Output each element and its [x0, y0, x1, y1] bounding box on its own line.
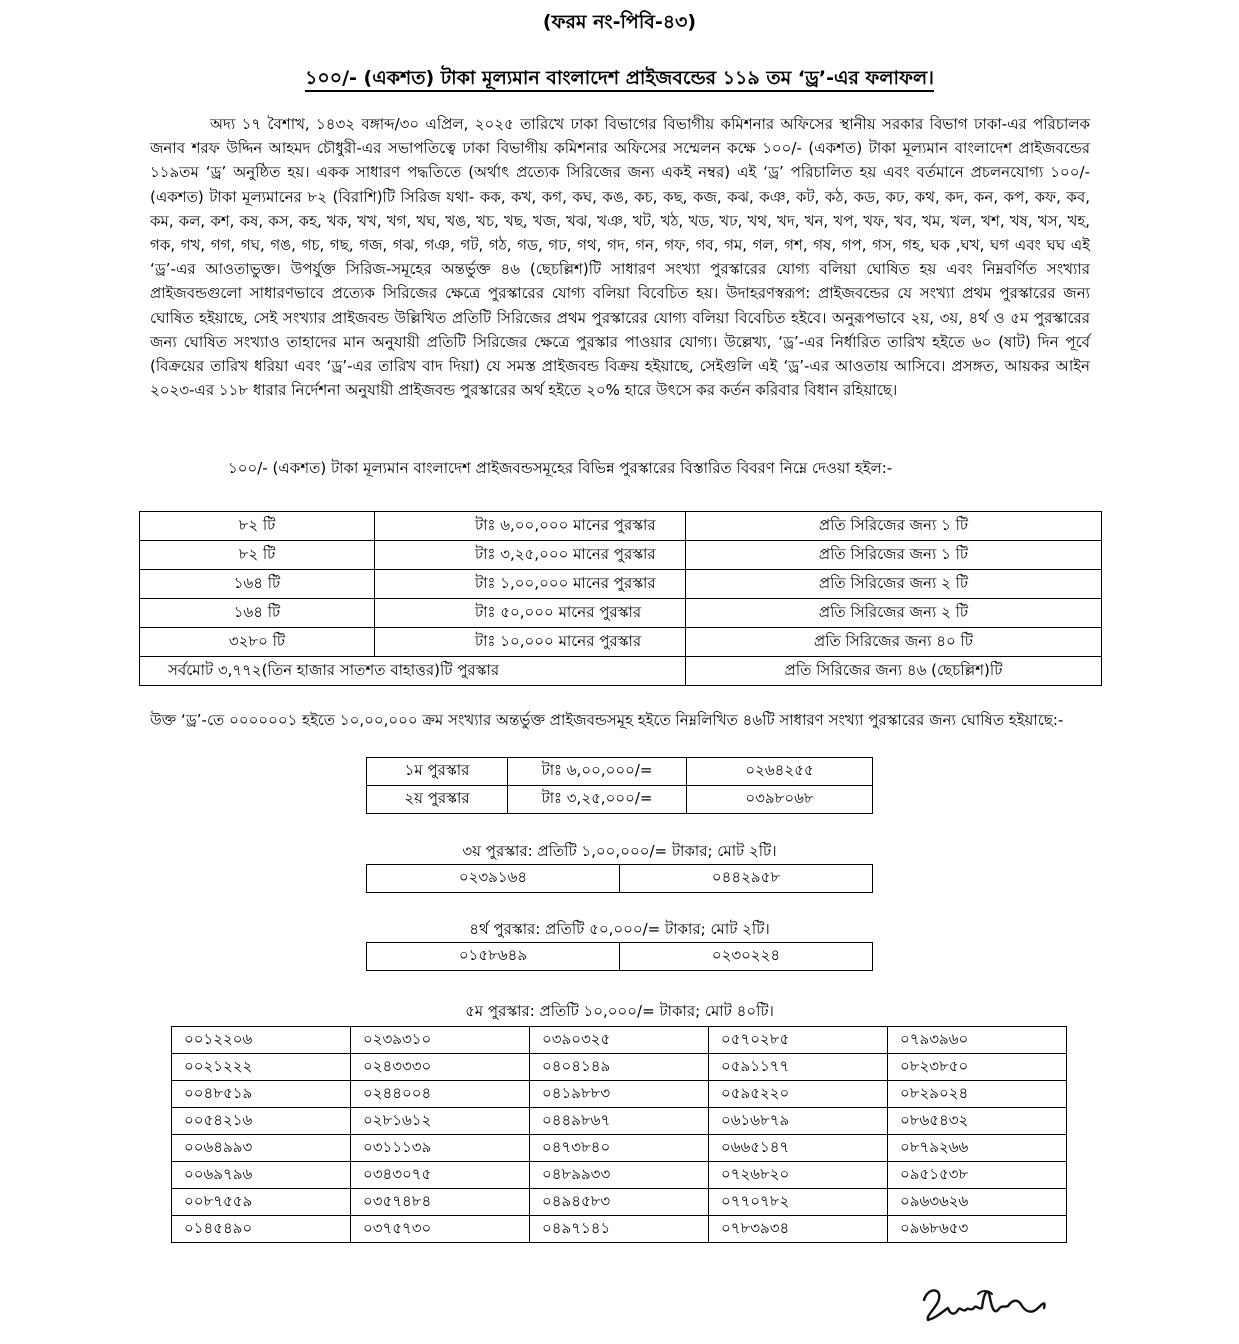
prize-number: ০৩৪৩০৭৫ — [351, 1162, 530, 1189]
prize-number: ০৮২৯০২৪ — [888, 1081, 1067, 1108]
third-prize-heading: ৩য় পুরস্কার: প্রতিটি ১,০০,০০০/= টাকার; মোট ২টি। — [462, 842, 777, 860]
third-prize-table — [366, 864, 873, 893]
prize-row — [367, 758, 873, 786]
fifth-prize-row — [172, 1189, 1067, 1216]
prize-number: ০৪৯৪৫৮৩ — [530, 1189, 709, 1216]
result-title — [0, 64, 1239, 96]
prize-label: ১ম পুরস্কার — [367, 758, 508, 786]
prize-number: ০৪৭৩৮৪০ — [530, 1135, 709, 1162]
summary-count: ১৬৪ টি — [140, 570, 375, 599]
prize-amount: টাঃ ৩,২৫,০০০/= — [508, 786, 687, 814]
result-title-text: ১০০/- (একশত) টাকা মূল্যমান বাংলাদেশ প্রাইজবন্ডের ১১৯ তম ‘ড্র’-এর ফলাফল। — [305, 67, 934, 92]
prize-number: ০৪১৯৮৮৩ — [530, 1081, 709, 1108]
prize-row — [367, 786, 873, 814]
summary-heading: ১০০/- (একশত) টাকা মূল্যমান বাংলাদেশ প্রাইজবন্ডসমূহের বিভিন্ন পুরস্কারের বিস্তারিত বিবরণ নিম্নে দেওয়া হইল:- — [228, 459, 893, 477]
fifth-prize-row — [172, 1027, 1067, 1054]
prize-number: ০০৮৭৫৫৯ — [172, 1189, 351, 1216]
summary-row — [140, 599, 1102, 628]
fifth-prize-table — [171, 1026, 1067, 1243]
prize-number: ০২৩৯১৬৪ — [367, 865, 620, 893]
intro-paragraph: অদ্য ১৭ বৈশাখ, ১৪৩২ বঙ্গাব্দ/৩০ এপ্রিল, ২০২৫ তারিখে ঢাকা বিভাগের বিভাগীয় কমিশনার অফিসের স্থানীয় সরকার বিভাগ ঢাকা-এর পরিচালক জনাব শরফ উদ্দিন আহমদ চৌধুরী-এর সভাপতিত্বে ঢাকা বিভাগীয় কমিশনার অফিসের সম্মেলন কক্ষে ১০০/- (একশত) টাকা মূল্যমান বাংলাদেশ প্রাইজবন্ডের ১১৯তম ‘ড্র’ অনুষ্ঠিত হয়। একক সাধারণ পদ্ধতিতে (অর্থাৎ প্রত্যেক সিরিজের জন্য একই নম্বর) এই ‘ড্র’ পরিচালিত হয় এবং বর্তমানে প্রচলনযোগ্য ১০০/- (একশত) টাকা মূল্যমানের ৮২ (বিরাশি)টি সিরিজ যথা- কক, কখ, কগ, কঘ, কঙ, কচ, কছ, কজ, কঝ, কঞ, কট, কঠ, কড, কঢ, কথ, কদ, কন, কপ, কফ, কব, কম, কল, কশ, কষ, কস, কহ, খক, খখ, খগ, খঘ, খঙ, খচ, খছ, খজ, খঝ, খঞ, খট, খঠ, খড, খঢ, খথ, খদ, খন, খপ, খফ, খব, খম, খল, খশ, খষ, খস, খহ, গক, গখ, গগ, গঘ, গঙ, গচ, গছ, গজ, গঝ, গঞ, গট, গঠ, গড, গঢ, গথ, গদ, গন, গফ, গব, গম, গল, গশ, গষ, গপ, গস, গহ, ঘক ,ঘখ, ঘগ এবং ঘঘ এই ‘ড্র’-এর আওতাভুক্ত। উপর্যুক্ত সিরিজ-সমূহের অন্তর্ভুক্ত ৪৬ (ছেচল্লিশ)টি সাধারণ সংখ্যা পুরস্কারের যোগ্য বলিয়া ঘোষিত হয় এবং নিম্নবর্ণিত সংখ্যার প্রাইজবন্ডগুলো সাধারণভাবে প্রত্যেক সিরিজের ক্ষেত্রে পুরস্কারের যোগ্য বলিয়া বিবেচিত হয়। উদাহরণস্বরূপ: প্রাইজবন্ডের যে সংখ্যা প্রথম পুরস্কারের জন্য ঘোষিত হইয়াছে, সেই সংখ্যার প্রাইজবন্ড উল্লিখিত প্রতিটি সিরিজের প্রথম পুরস্কারের যোগ্য বলিয়া বিবেচিত হইবে। অনুরূপভাবে ২য়, ৩য়, ৪র্থ ও ৫ম পুরস্কারের জন্য ঘোষিত সংখ্যাও তাহাদের মান অনুযায়ী প্রতিটি সিরিজের ক্ষেত্রে পুরস্কার পাওয়ার যোগ্য। উল্লেখ্য, ‘ড্র’-এর নির্ধারিত তারিখ হইতে ৬০ (ষাট) দিন পূর্বে (বিক্রয়ের তারিখ ধরিয়া এবং ‘ড্র’-এর তারিখ বাদ দিয়া) যে সমস্ত প্রাইজবন্ড বিক্রয় হইয়াছে, সেইগুলি এই ‘ড্র’-এর আওতায় আসিবে। প্রসঙ্গত, আয়কর আইন ২০২৩-এর ১১৮ ধারার নির্দেশনা অনুযায়ী প্রাইজবন্ড পুরস্কারের অর্থ হইতে ২০% হারে উৎসে কর কর্তন করিবার বিধান রহিয়াছে। — [150, 115, 1090, 400]
prize-number: ০৭২৬৮২০ — [709, 1162, 888, 1189]
prize-number-row — [367, 943, 873, 971]
fifth-prize-row — [172, 1081, 1067, 1108]
summary-row — [140, 541, 1102, 570]
top-prizes-table — [366, 757, 873, 814]
prize-number: ০৪০৪১৪৯ — [530, 1054, 709, 1081]
prize-number: ০২৮১৬১২ — [351, 1108, 530, 1135]
fifth-prize-heading: ৫ম পুরস্কার: প্রতিটি ১০,০০০/= টাকার; মোট ৪০টি। — [465, 1002, 774, 1020]
summary-row — [140, 628, 1102, 657]
prize-number: ০৯৬৮৬৫৩ — [888, 1216, 1067, 1243]
prize-summary-table — [139, 511, 1102, 686]
prize-number: ০২৩০২২৪ — [620, 943, 873, 971]
prize-number: ০৭৮৩৯৩৪ — [709, 1216, 888, 1243]
range-note: উক্ত ‘ড্র’-তে ০০০০০০১ হইতে ১০,০০,০০০ ক্রম সংখ্যার অন্তর্ভুক্ত প্রাইজবন্ডসমূহ হইতে নিম্নলিখিত ৪৬টি সাধারণ সংখ্যা পুরস্কারের জন্য ঘোষিত হইয়াছে:- — [150, 711, 1064, 729]
summary-total-per-series: প্রতি সিরিজের জন্য ৪৬ (ছেচল্লিশ)টি — [686, 657, 1102, 686]
fifth-prize-row — [172, 1216, 1067, 1243]
prize-number: ০০৬৪৯৯৩ — [172, 1135, 351, 1162]
prize-number: ০৩৯০৩২৫ — [530, 1027, 709, 1054]
prize-number: ০৫৯১১৭৭ — [709, 1054, 888, 1081]
summary-per-series: প্রতি সিরিজের জন্য ১ টি — [686, 512, 1102, 541]
summary-value: টাঃ ৬,০০,০০০ মানের পুরস্কার — [375, 512, 686, 541]
prize-number: ০০৪৮৫১৯ — [172, 1081, 351, 1108]
summary-total-label: সর্বমোট ৩,৭৭২(তিন হাজার সাতশত বাহাত্তর)টি পুরস্কার — [140, 657, 686, 686]
prize-number: ০৪৪২৯৫৮ — [620, 865, 873, 893]
prize-number: ০৯৬৩৬২৬ — [888, 1189, 1067, 1216]
signature-icon — [918, 1278, 1058, 1328]
fifth-prize-row — [172, 1162, 1067, 1189]
prize-number: ০৬১৬৮৭৯ — [709, 1108, 888, 1135]
summary-per-series: প্রতি সিরিজের জন্য ১ টি — [686, 541, 1102, 570]
fourth-prize-table — [366, 942, 873, 971]
form-number: (ফরম নং-পিবি-৪৩) — [542, 11, 697, 33]
prize-number: ০১৫৮৬৪৯ — [367, 943, 620, 971]
summary-count: ৮২ টি — [140, 512, 375, 541]
fourth-prize-heading: ৪র্থ পুরস্কার: প্রতিটি ৫০,০০০/= টাকার; মোট ২টি। — [469, 920, 770, 938]
prize-number: ০৭৭০৭৮২ — [709, 1189, 888, 1216]
summary-row — [140, 570, 1102, 599]
prize-label: ২য় পুরস্কার — [367, 786, 508, 814]
prize-number-row — [367, 865, 873, 893]
prize-number: ০৮৬৫৪৩২ — [888, 1108, 1067, 1135]
prize-number: ০০১২২০৬ — [172, 1027, 351, 1054]
summary-per-series: প্রতি সিরিজের জন্য ২ টি — [686, 570, 1102, 599]
summary-value: টাঃ ১,০০,০০০ মানের পুরস্কার — [375, 570, 686, 599]
prize-number: ০৭৯৩৯৬০ — [888, 1027, 1067, 1054]
prize-number: ০৩১১১৩৯ — [351, 1135, 530, 1162]
prize-number: ০১৪৫৪৯০ — [172, 1216, 351, 1243]
prize-number: ০৮৭৯২৬৬ — [888, 1135, 1067, 1162]
summary-count: ৩২৮০ টি — [140, 628, 375, 657]
prize-number: ০২৪৪০০৪ — [351, 1081, 530, 1108]
prize-number: ০৫৯৫২২০ — [709, 1081, 888, 1108]
summary-value: টাঃ ৫০,০০০ মানের পুরস্কার — [375, 599, 686, 628]
prize-number: ০৩৭৫৭৩০ — [351, 1216, 530, 1243]
prize-number: ০৬৬৫১৪৭ — [709, 1135, 888, 1162]
summary-per-series: প্রতি সিরিজের জন্য ২ টি — [686, 599, 1102, 628]
fifth-prize-row — [172, 1108, 1067, 1135]
fifth-prize-row — [172, 1054, 1067, 1081]
prize-number: ০৯৫১৫৩৮ — [888, 1162, 1067, 1189]
prize-number: ০০৫৪২১৬ — [172, 1108, 351, 1135]
summary-value: টাঃ ৩,২৫,০০০ মানের পুরস্কার — [375, 541, 686, 570]
prize-number: ০৩৫৭৪৮৪ — [351, 1189, 530, 1216]
prize-number: ০২৪৩৩৩০ — [351, 1054, 530, 1081]
summary-count: ৮২ টি — [140, 541, 375, 570]
prize-number: ০২৩৯৩১০ — [351, 1027, 530, 1054]
summary-total-row — [140, 657, 1102, 686]
prize-number: ০০৬৯৭৯৬ — [172, 1162, 351, 1189]
prize-number: ০৪৪৯৮৬৭ — [530, 1108, 709, 1135]
prize-number: ০৩৯৮০৬৮ — [687, 786, 873, 814]
summary-count: ১৬৪ টি — [140, 599, 375, 628]
prize-number: ০২৬৪২৫৫ — [687, 758, 873, 786]
prize-number: ০৮২৩৮৫০ — [888, 1054, 1067, 1081]
summary-per-series: প্রতি সিরিজের জন্য ৪০ টি — [686, 628, 1102, 657]
prize-number: ০০২১২২২ — [172, 1054, 351, 1081]
prize-amount: টাঃ ৬,০০,০০০/= — [508, 758, 687, 786]
summary-row — [140, 512, 1102, 541]
summary-value: টাঃ ১০,০০০ মানের পুরস্কার — [375, 628, 686, 657]
prize-number: ০৪৯৭১৪১ — [530, 1216, 709, 1243]
fifth-prize-row — [172, 1135, 1067, 1162]
prize-number: ০৪৮৯৯৩৩ — [530, 1162, 709, 1189]
prize-number: ০৫৭০২৮৫ — [709, 1027, 888, 1054]
